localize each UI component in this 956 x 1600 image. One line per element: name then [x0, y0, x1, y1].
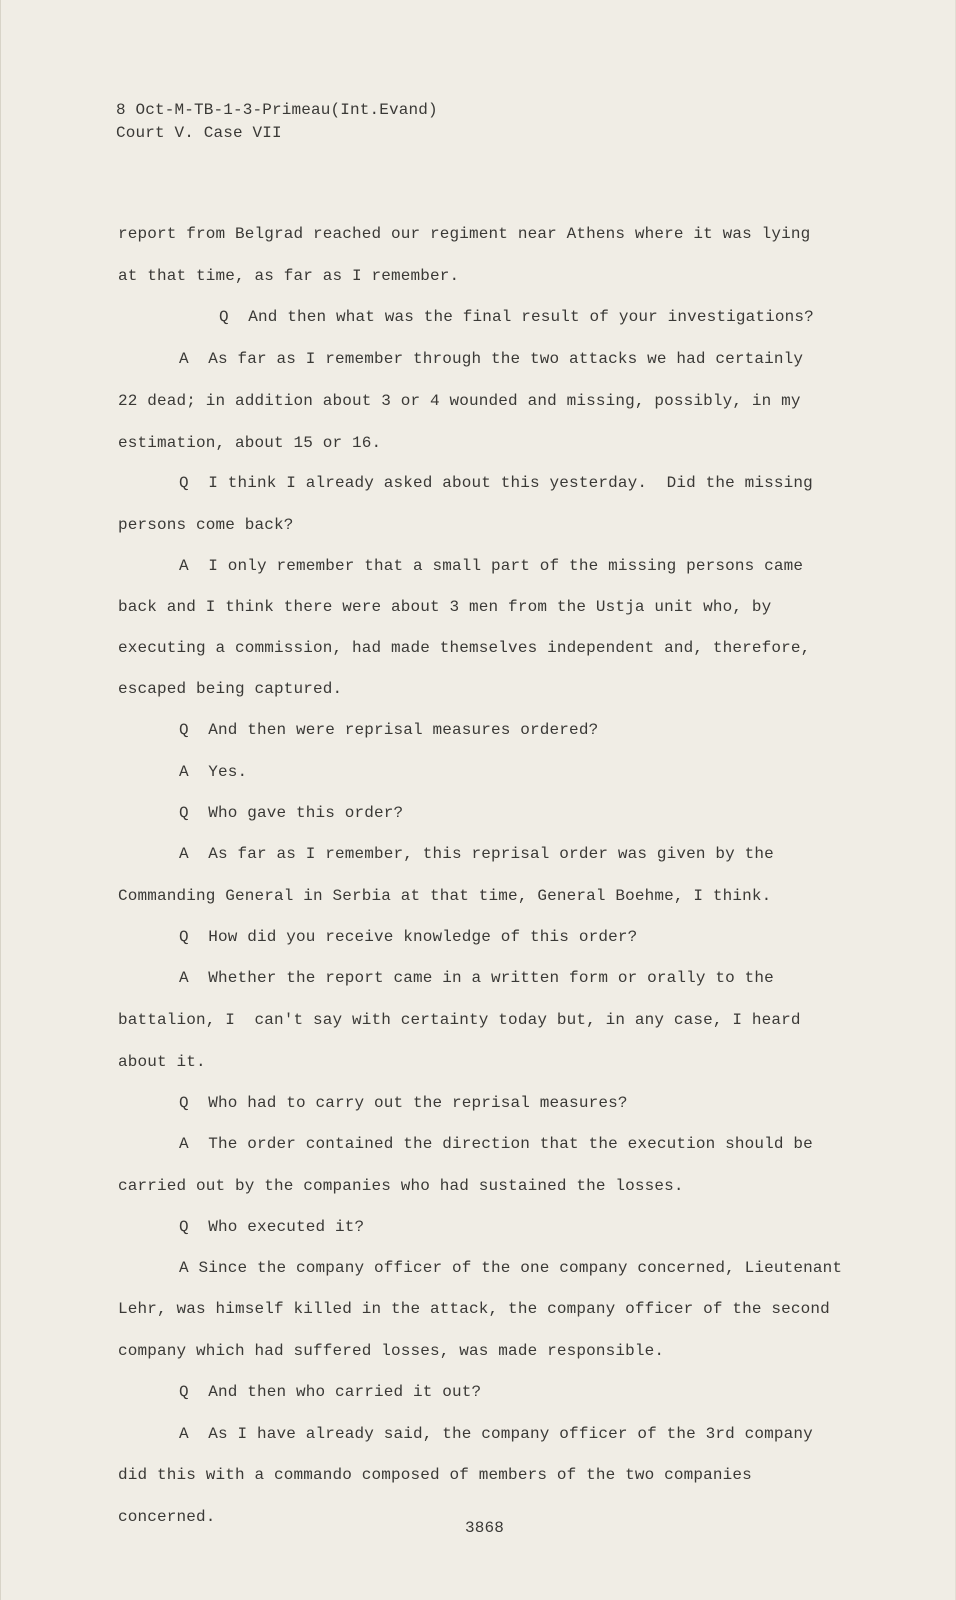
text-line: persons come back?: [118, 516, 294, 534]
text-line: report from Belgrad reached our regiment near Athens where it was lying: [118, 225, 811, 243]
question-line: Q Who gave this order?: [179, 804, 404, 822]
text-line: about it.: [118, 1053, 206, 1071]
question-line: Q And then were reprisal measures ordered?: [179, 721, 599, 739]
text-line: escaped being captured.: [118, 680, 343, 698]
text-line: concerned.: [118, 1508, 216, 1526]
text-line: back and I think there were about 3 men from the Ustja unit who, by: [118, 598, 772, 616]
answer-line: A The order contained the direction that the execution should be: [179, 1135, 813, 1153]
text-line: Lehr, was himself killed in the attack, the company officer of the second: [118, 1300, 830, 1318]
answer-line: A As far as I remember through the two attacks we had certainly: [179, 350, 804, 368]
question-line: Q How did you receive knowledge of this order?: [179, 928, 638, 946]
answer-line: A As far as I remember, this reprisal order was given by the: [179, 845, 774, 863]
answer-line: A I only remember that a small part of the missing persons came: [179, 557, 804, 575]
page-number: 3868: [465, 1519, 505, 1537]
text-line: did this with a commando composed of members of the two companies: [118, 1466, 752, 1484]
text-line: battalion, I can't say with certainty today but, in any case, I heard: [118, 1011, 801, 1029]
text-line: carried out by the companies who had sustained the losses.: [118, 1177, 684, 1195]
question-line: Q Who executed it?: [179, 1218, 365, 1236]
answer-line: A As I have already said, the company officer of the 3rd company: [179, 1425, 813, 1443]
answer-line: A Yes.: [179, 763, 248, 781]
question-line: Q Who had to carry out the reprisal measures?: [179, 1094, 628, 1112]
text-line: 22 dead; in addition about 3 or 4 wounded and missing, possibly, in my: [118, 392, 801, 410]
answer-line: A Since the company officer of the one company concerned, Lieutenant: [179, 1259, 843, 1277]
question-line: Q And then what was the final result of your investigations?: [219, 308, 814, 326]
text-line: at that time, as far as I remember.: [118, 267, 460, 285]
text-line: estimation, about 15 or 16.: [118, 434, 382, 452]
question-line: Q And then who carried it out?: [179, 1383, 482, 1401]
question-line: Q I think I already asked about this yesterday. Did the missing: [179, 474, 813, 492]
answer-line: A Whether the report came in a written form or orally to the: [179, 969, 774, 987]
text-line: executing a commission, had made themselves independent and, therefore,: [118, 639, 811, 657]
text-line: Commanding General in Serbia at that time, General Boehme, I think.: [118, 887, 772, 905]
text-line: company which had suffered losses, was made responsible.: [118, 1342, 665, 1360]
header-case-reference: 8 Oct-M-TB-1-3-Primeau(Int.Evand): [116, 101, 438, 119]
header-court-case: Court V. Case VII: [116, 124, 282, 142]
